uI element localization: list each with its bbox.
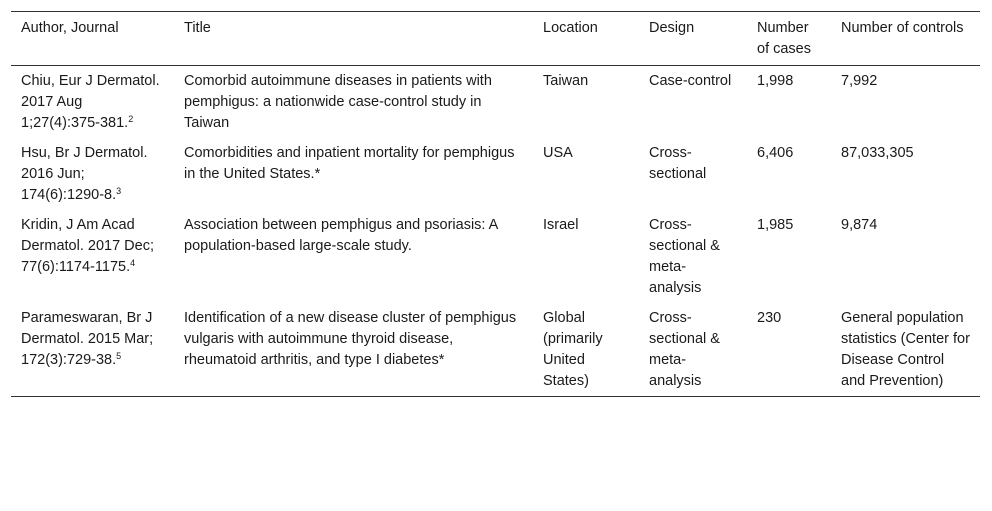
table-row — [11, 66, 980, 139]
cell-controls: 7,992 — [841, 73, 878, 89]
cell-cases: 1,998 — [757, 73, 794, 89]
cell-author — [11, 210, 174, 303]
cell-design: Cross-sectional — [649, 145, 707, 182]
table-row — [11, 210, 980, 303]
cell-author — [11, 66, 174, 139]
cell-location: Taiwan — [543, 73, 589, 89]
header-design: Design — [649, 20, 695, 36]
reference-number: 3 — [116, 186, 122, 196]
cell-cases: 230 — [757, 310, 782, 326]
cell-title: Identification of a new disease cluster of pemphigus vulgaris with autoimmune thyroid disease, rheumatoid arthritis, and type I diabetes* — [184, 310, 517, 368]
cell-author — [11, 303, 174, 397]
cell-cases: 1,985 — [757, 217, 794, 233]
cell-location: USA — [543, 145, 573, 161]
cell-title: Comorbid autoimmune diseases in patients with pemphigus: a nationwide case-control study in Taiwan — [184, 73, 492, 131]
table-header-row — [11, 12, 980, 66]
cell-design: Cross-sectional & meta-analysis — [649, 217, 720, 296]
header-number-of-cases: Number of cases — [757, 20, 811, 57]
header-number-of-controls: Number of controls — [841, 20, 964, 36]
reference-number: 2 — [128, 114, 134, 124]
author-text: Chiu, Eur J Dermatol. 2017 Aug 1;27(4):375-381. — [21, 73, 160, 131]
cell-author — [11, 138, 174, 210]
cell-design: Cross-sectional & meta-analysis — [649, 310, 720, 389]
table-row — [11, 303, 980, 397]
reference-number: 4 — [130, 258, 136, 268]
cell-title: Comorbidities and inpatient mortality for pemphigus in the United States.* — [184, 145, 515, 182]
header-author-journal: Author, Journal — [21, 20, 119, 36]
author-text: Hsu, Br J Dermatol. 2016 Jun; 174(6):1290-8. — [21, 145, 148, 203]
cell-title: Association between pemphigus and psoriasis: A population-based large-scale study. — [184, 217, 498, 254]
cell-controls: 87,033,305 — [841, 145, 914, 161]
study-table-container — [11, 11, 980, 397]
cell-location: Israel — [543, 217, 579, 233]
author-text: Kridin, J Am Acad Dermatol. 2017 Dec; 77(6):1174-1175. — [21, 217, 154, 275]
cell-design: Case-control — [649, 73, 732, 89]
table-row — [11, 138, 980, 210]
reference-number: 5 — [116, 351, 122, 361]
cell-location: Global (primarily United States) — [543, 310, 603, 389]
cell-controls: General population statistics (Center for Disease Control and Prevention) — [841, 310, 970, 389]
header-location: Location — [543, 20, 598, 36]
author-text: Parameswaran, Br J Dermatol. 2015 Mar; 172(3):729-38. — [21, 310, 154, 368]
header-title: Title — [184, 20, 211, 36]
study-table — [11, 11, 980, 397]
cell-cases: 6,406 — [757, 145, 794, 161]
cell-controls: 9,874 — [841, 217, 878, 233]
